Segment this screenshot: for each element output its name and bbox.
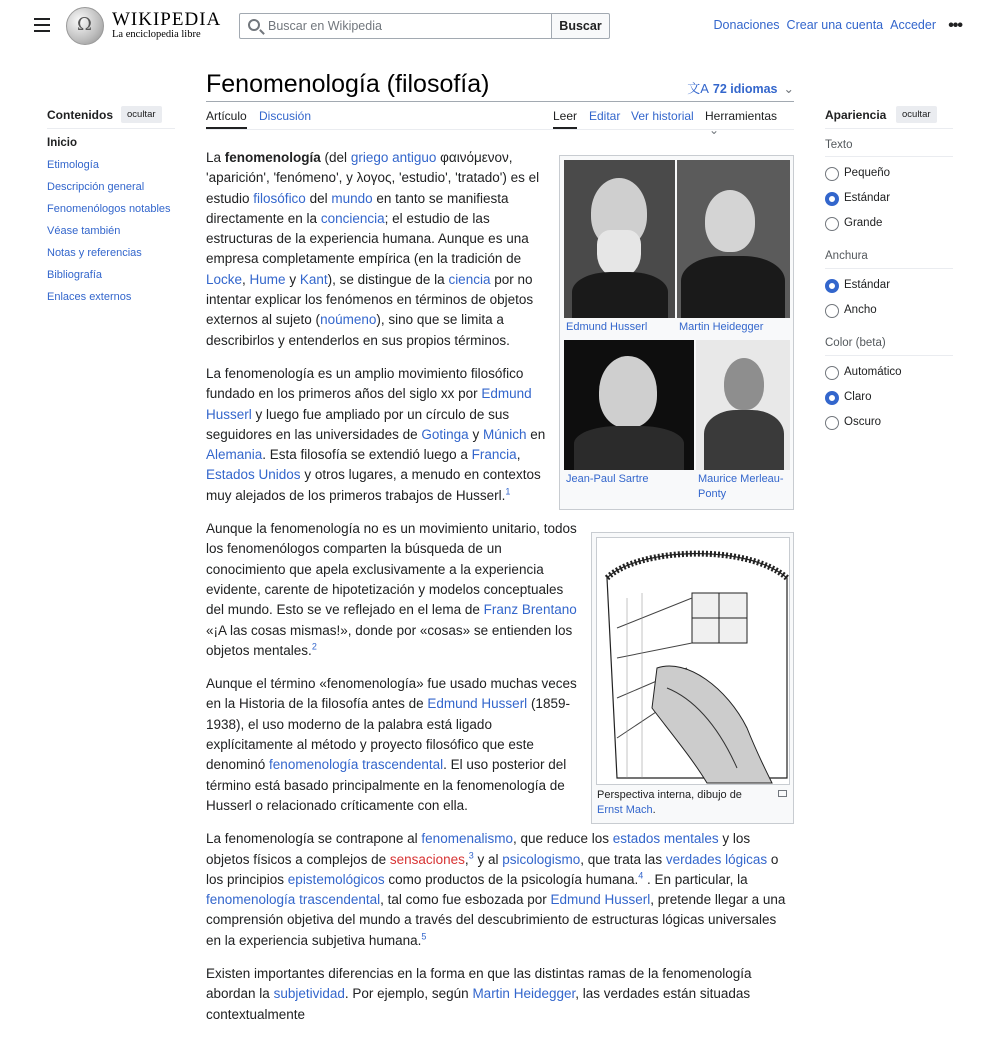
- tab-edit[interactable]: Editar: [589, 109, 621, 123]
- appearance-hide-button[interactable]: ocultar: [896, 106, 937, 123]
- section-divider: [825, 268, 953, 269]
- link-noumeno[interactable]: noúmeno: [320, 312, 377, 328]
- text: . Esta filosofía se extendió luego a: [262, 447, 472, 463]
- portrait-head: [724, 358, 764, 410]
- portrait-head: [705, 190, 755, 252]
- create-account-link[interactable]: Crear una cuenta: [786, 18, 884, 32]
- toc-item-descripcion[interactable]: Descripción general: [47, 181, 145, 193]
- toc-item-fenomenologos[interactable]: Fenomenólogos notables: [47, 203, 171, 215]
- link-psicologismo[interactable]: psicologismo: [502, 851, 581, 867]
- link-fenomenologia-trascendental[interactable]: fenomenología trascendental: [269, 757, 444, 773]
- radio-label: Ancho: [844, 304, 877, 316]
- radio-circle: [825, 217, 839, 231]
- text: y: [468, 426, 483, 442]
- radio-label: Estándar: [844, 279, 891, 291]
- link-epistemologicos[interactable]: epistemológicos: [287, 871, 385, 887]
- color-label: Color (beta): [825, 337, 886, 349]
- text: y: [285, 271, 300, 287]
- link-alemania[interactable]: Alemania: [206, 447, 263, 463]
- link-eeuu[interactable]: Estados Unidos: [206, 467, 301, 483]
- mach-figure: [591, 532, 794, 824]
- paragraph-2: [206, 364, 546, 506]
- text: , que reduce los: [512, 831, 613, 847]
- text: ,: [464, 851, 469, 867]
- reference-2[interactable]: 2: [311, 641, 317, 652]
- paragraph-6: [206, 964, 794, 1025]
- link-verdades-logicas[interactable]: verdades lógicas: [665, 851, 768, 867]
- philosophers-gallery: [559, 155, 794, 510]
- text: (1859-1938), el uso moderno de la palabra está ligado explícitamente al método y proyecto filosófico que este denominó: [206, 696, 570, 773]
- link-locke[interactable]: Locke: [206, 271, 243, 287]
- reference-3[interactable]: 3: [468, 850, 474, 860]
- caption-end: .: [652, 804, 656, 816]
- radio-label: Pequeño: [844, 167, 891, 179]
- text: en tanto se manifiesta directamente en la: [206, 190, 509, 226]
- text: La: [206, 150, 225, 165]
- caption-sartre: [566, 472, 649, 487]
- table-of-contents: [47, 137, 175, 313]
- search-input[interactable]: [266, 16, 546, 36]
- text-size-label: Texto: [825, 139, 853, 151]
- portrait-beard: [597, 230, 641, 278]
- toc-item-etimologia[interactable]: Etimología: [47, 159, 99, 171]
- photo-merleau-ponty[interactable]: [696, 340, 790, 470]
- text: ), se distingue de la: [327, 271, 449, 287]
- link-conciencia[interactable]: conciencia: [320, 210, 385, 226]
- portrait-body: [681, 256, 785, 318]
- link-francia[interactable]: Francia: [471, 447, 517, 463]
- paragraph-3: [206, 519, 578, 661]
- text: La fenomenología es un amplio movimiento filosófico fundado en los primeros años del siglo xx por: [206, 365, 524, 402]
- paragraph-1: [206, 148, 546, 351]
- radio-label: Estándar: [844, 192, 891, 204]
- radio-circle: [825, 167, 839, 181]
- text: y al: [473, 851, 503, 867]
- language-selector[interactable]: [687, 78, 794, 97]
- section-divider: [825, 156, 953, 157]
- logo-wordmark[interactable]: WIKIPEDIA: [112, 9, 222, 30]
- page-tabs: [206, 109, 794, 137]
- text: , tal como fue esbozada por: [380, 892, 551, 908]
- text: en: [526, 426, 546, 442]
- text: Aunque el término «fenomenología» fue usado muchas veces en la Historia de la filosofía antes de: [206, 676, 577, 712]
- tools-label: Herramientas: [705, 109, 778, 123]
- radio-label: Grande: [844, 217, 883, 229]
- portrait-head: [599, 356, 657, 428]
- text: , pretende llegar a una comprensión objetiva del mundo a través del descubrimiento de estructuras lógicas universales en la experiencia subjetiva humana.: [206, 892, 786, 948]
- link-husserl[interactable]: Edmund Husserl: [427, 696, 528, 712]
- toc-item-notas[interactable]: Notas y referencias: [47, 247, 142, 259]
- link-heidegger[interactable]: Martin Heidegger: [472, 986, 576, 1002]
- portrait-body: [574, 426, 684, 470]
- link-sensaciones[interactable]: sensaciones: [389, 851, 465, 867]
- text: . Por ejemplo, según: [344, 986, 473, 1002]
- text: como productos de la psicología humana.: [384, 871, 639, 887]
- text: «¡A las cosas mismas!», donde por «cosas» se entienden los objetos mentales.: [206, 622, 573, 658]
- text: ,: [242, 271, 250, 287]
- tab-article[interactable]: Artículo: [206, 109, 247, 129]
- main-menu-button[interactable]: [34, 18, 50, 32]
- radio-circle: [825, 192, 839, 206]
- photo-husserl[interactable]: [564, 160, 675, 318]
- link-hume[interactable]: Hume: [249, 271, 286, 287]
- donate-link[interactable]: Donaciones: [713, 18, 780, 32]
- mach-drawing[interactable]: [596, 537, 790, 785]
- text: por no intentar explicar los fenómenos en términos de objetos externos al sujeto (: [206, 271, 534, 328]
- tab-read[interactable]: Leer: [553, 109, 577, 129]
- radio-circle: [825, 304, 839, 318]
- appearance-divider: [825, 128, 953, 129]
- radio-circle: [825, 391, 839, 405]
- radio-label: Automático: [844, 366, 902, 378]
- text: Aunque la fenomenología no es un movimiento unitario, todos los fenomenólogos comparten la búsqueda de un conocimiento que apela exclusivamente a la experiencia evidente, carente de hipotetización y modelos conceptuales del mundo. Esto se ve reflejado en el lema de: [206, 521, 577, 618]
- link-brentano[interactable]: Franz Brentano: [483, 602, 577, 618]
- radio-label: Oscuro: [844, 416, 882, 428]
- link-munich[interactable]: Múnich: [482, 426, 527, 442]
- text: (del: [320, 150, 351, 165]
- link-griego[interactable]: griego antiguo: [350, 150, 437, 165]
- personal-tools: [714, 18, 936, 32]
- portrait-body: [704, 410, 784, 470]
- caption-heidegger: [679, 320, 763, 335]
- radio-circle: [825, 279, 839, 293]
- text: , que trata las: [580, 851, 666, 867]
- link-heidegger[interactable]: Martin Heidegger: [679, 321, 764, 333]
- link-husserl[interactable]: Edmund Husserl: [550, 892, 651, 908]
- more-options-icon[interactable]: •••: [948, 17, 962, 34]
- caption-merleau-ponty: [698, 472, 790, 502]
- chevron-down-icon: ⌄: [709, 123, 720, 137]
- link-husserl[interactable]: Edmund Husserl: [206, 386, 532, 422]
- tools-menu[interactable]: [705, 109, 794, 141]
- text: . El uso posterior del término está basado principalmente en la fenomenología de Husserl o relacionado críticamente con ella.: [206, 757, 567, 813]
- tab-history[interactable]: Ver historial: [631, 109, 694, 123]
- page-title: Fenomenología (filosofía): [206, 70, 490, 98]
- logo-tagline: La enciclopedia libre: [112, 29, 201, 40]
- mach-drawing-svg: [597, 538, 790, 785]
- link-estados-mentales[interactable]: estados mentales: [612, 831, 719, 847]
- link-subjetividad[interactable]: subjetividad: [273, 986, 345, 1002]
- reference-1[interactable]: 1: [505, 486, 511, 497]
- toc-item-inicio[interactable]: Inicio: [47, 137, 78, 149]
- tab-discussion[interactable]: Discusión: [259, 109, 312, 123]
- login-link[interactable]: Acceder: [890, 18, 936, 32]
- text: , las verdades están situadas contextualmente: [206, 986, 751, 1022]
- appearance-heading: Apariencia: [825, 108, 887, 122]
- enlarge-icon[interactable]: [778, 790, 787, 797]
- link-kant[interactable]: Kant: [299, 271, 328, 287]
- link-gotinga[interactable]: Gotinga: [421, 426, 469, 442]
- paragraph-5: [206, 829, 794, 951]
- translate-icon: 文A: [687, 81, 709, 96]
- link-mundo[interactable]: mundo: [331, 190, 373, 206]
- toc-heading: Contenidos: [47, 108, 113, 122]
- bold-term: fenomenología: [224, 150, 321, 165]
- search-button[interactable]: Buscar: [551, 13, 610, 39]
- link-ernst-mach[interactable]: Ernst Mach: [597, 804, 653, 816]
- text: o los principios: [206, 851, 779, 887]
- wikipedia-globe-logo[interactable]: [66, 7, 104, 45]
- chevron-down-icon: ⌄: [783, 82, 794, 96]
- mach-caption: [597, 788, 767, 818]
- portrait-body: [572, 272, 668, 318]
- link-filosofico[interactable]: filosófico: [253, 190, 306, 206]
- search-box: [239, 13, 552, 39]
- radio-circle: [825, 366, 839, 380]
- link-fenomenologia-trascendental[interactable]: fenomenología trascendental: [206, 892, 381, 908]
- photo-sartre[interactable]: [564, 340, 694, 470]
- text: y los objetos físicos a complejos de: [206, 831, 751, 867]
- text: y otros lugares, a menudo en contextos muy alejados de los primeros trabajos de Husserl.: [206, 467, 541, 503]
- caption-husserl: [566, 320, 647, 335]
- text: ), sino que se limita a describirlos y entenderlos en sus propios términos.: [206, 312, 510, 348]
- section-divider: [825, 355, 953, 356]
- width-label: Anchura: [825, 250, 868, 262]
- language-count: 72 idiomas: [712, 82, 778, 96]
- toc-item-enlaces[interactable]: Enlaces externos: [47, 291, 132, 303]
- text: φαινόμενον, 'aparición', 'fenómeno', y λογος, 'estudio', 'tratado') es el estudio: [206, 150, 540, 206]
- toc-hide-button[interactable]: ocultar: [121, 106, 162, 123]
- text: Existen importantes diferencias en la forma en que las distintas ramas de la fenomenología abordan la: [206, 965, 752, 1002]
- search-icon: [248, 19, 260, 31]
- reference-4[interactable]: 4: [638, 870, 644, 881]
- toc-divider: [47, 128, 175, 129]
- toc-item-bibliografia[interactable]: Bibliografía: [47, 269, 103, 281]
- radio-circle: [825, 416, 839, 430]
- text: . En particular, la: [643, 871, 748, 887]
- radio-label: Claro: [844, 391, 872, 403]
- reference-5[interactable]: 5: [421, 931, 427, 942]
- link-husserl[interactable]: Edmund Husserl: [566, 321, 648, 333]
- link-ciencia[interactable]: ciencia: [448, 271, 491, 287]
- paragraph-4: [206, 674, 578, 816]
- text: La fenomenología se contrapone al: [206, 831, 422, 847]
- link-merleau-ponty[interactable]: Maurice Merleau-Ponty: [698, 473, 784, 500]
- photo-heidegger[interactable]: [677, 160, 790, 318]
- text: y luego fue ampliado por un círculo de sus seguidores en las universidades de: [206, 406, 510, 442]
- link-fenomenalismo[interactable]: fenomenalismo: [421, 831, 513, 847]
- toc-item-vease[interactable]: Véase también: [47, 225, 121, 237]
- link-sartre[interactable]: Jean-Paul Sartre: [566, 473, 649, 485]
- text: del: [305, 190, 332, 206]
- text: ,: [516, 447, 521, 463]
- caption-text: Perspectiva interna, dibujo de: [597, 789, 742, 801]
- text: ; el estudio de las estructuras de la experiencia humana. Aunque es una empresa completamente empírica (en la tradición de: [206, 210, 529, 267]
- title-divider: [206, 101, 794, 102]
